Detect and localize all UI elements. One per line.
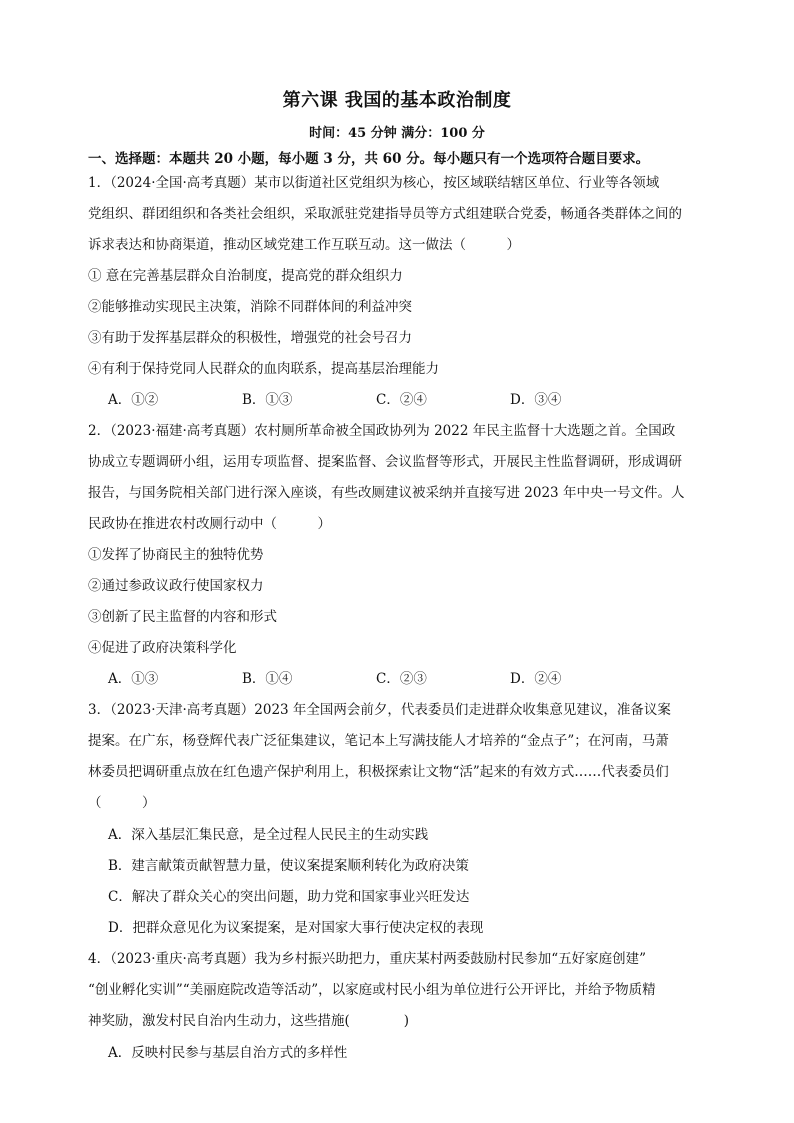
q3-option-b[interactable]: B．建言献策贡献智慧力量，使议案提案顺利转化为政府决策	[108, 858, 469, 874]
q3-option-c[interactable]: C．解决了群众关心的突出问题，助力党和国家事业兴旺发达	[108, 889, 470, 905]
q1-option-c[interactable]: C．②④	[376, 392, 427, 408]
q1-stem-line-3: 诉求表达和协商渠道，推动区域党建工作互联互动。这一做法（ ）	[88, 237, 520, 253]
q2-option-d[interactable]: D．②④	[510, 671, 562, 687]
q2-statement-2: ②通过参政议政行使国家权力	[88, 578, 264, 594]
q3-option-a[interactable]: A．深入基层汇集民意，是全过程人民民主的生动实践	[108, 827, 429, 843]
q1-stem-line-1: 1．（2024·全国·高考真题）某市以街道社区党组织为核心，按区域联结辖区单位、行业等各领域	[88, 175, 660, 191]
q1-option-d[interactable]: D．③④	[510, 392, 562, 408]
q2-option-b[interactable]: B．①④	[242, 671, 293, 687]
q4-option-a[interactable]: A．反映村民参与基层自治方式的多样性	[108, 1045, 348, 1061]
q3-stem-line-2: 提案。在广东，杨登辉代表广泛征集建议，笔记本上写满技能人才培养的“金点子”；在河南，马萧	[88, 733, 669, 749]
page-title: 第六课 我国的基本政治制度	[282, 90, 512, 111]
q2-option-a[interactable]: A．①③	[108, 671, 159, 687]
q2-options	[108, 670, 668, 688]
q4-stem-line-2: “创业孵化实训”“美丽庭院改造等活动”，以家庭或村民小组为单位进行公开评比，并给予物质精	[88, 982, 656, 998]
q3-stem-line-1: 3．（2023·天津·高考真题）2023 年全国两会前夕，代表委员们走进群众收集意见建议，准备议案	[88, 702, 671, 718]
q2-option-c[interactable]: C．②③	[376, 671, 427, 687]
q2-statement-1: ①发挥了协商民主的独特优势	[88, 547, 264, 563]
q1-statement-1: ① 意在完善基层群众自治制度，提高党的群众组织力	[88, 268, 403, 284]
q2-stem-line-2: 协成立专题调研小组，运用专项监督、提案监督、会议监督等形式，开展民主性监督调研，形成调研	[88, 454, 682, 470]
q1-option-a[interactable]: A．①②	[108, 392, 159, 408]
section-heading: 一、选择题：本题共 20 小题，每小题 3 分，共 60 分。每小题只有一个选项符合题目要求。	[88, 151, 650, 167]
q4-stem-line-1: 4．（2023·重庆·高考真题）我为乡村振兴助把力，重庆某村两委鼓励村民参加“五好家庭创建”	[88, 951, 647, 967]
q2-stem-line-1: 2．（2023·福建·高考真题）农村厕所革命被全国政协列为 2022 年民主监督十大选题之首。全国政	[88, 423, 676, 439]
q1-statement-3: ③有助于发挥基层群众的积极性，增强党的社会号召力	[88, 330, 412, 346]
q1-options	[108, 391, 668, 409]
q3-stem-line-4: （ ）	[88, 795, 156, 811]
q1-option-b[interactable]: B．①③	[242, 392, 293, 408]
q2-statement-3: ③创新了民主监督的内容和形式	[88, 609, 277, 625]
q4-stem-line-3: 神奖励，激发村民自治内生动力，这些措施( )	[88, 1013, 410, 1029]
q2-stem-line-3: 报告，与国务院相关部门进行深入座谈，有些改厕建议被采纳并直接写进 2023 年中央一号文件。人	[88, 485, 685, 501]
q1-statement-2: ②能够推动实现民主决策，消除不同群体间的利益冲突	[88, 299, 412, 315]
q1-statement-4: ④有利于保持党同人民群众的血肉联系，提高基层治理能力	[88, 361, 439, 377]
exam-meta: 时间：45 分钟 满分：100 分	[309, 126, 485, 141]
q2-statement-4: ④促进了政府决策科学化	[88, 640, 237, 656]
q2-stem-line-4: 民政协在推进农村改厕行动中（ ）	[88, 516, 331, 532]
q1-stem-line-2: 党组织、群团组织和各类社会组织，采取派驻党建指导员等方式组建联合党委，畅通各类群体之间的	[88, 206, 682, 222]
q3-option-d[interactable]: D．把群众意见化为议案提案，是对国家大事行使决定权的表现	[108, 920, 484, 936]
q3-stem-line-3: 林委员把调研重点放在红色遗产保护利用上，积极探索让文物“活”起来的有效方式……代表委员们	[88, 764, 669, 780]
